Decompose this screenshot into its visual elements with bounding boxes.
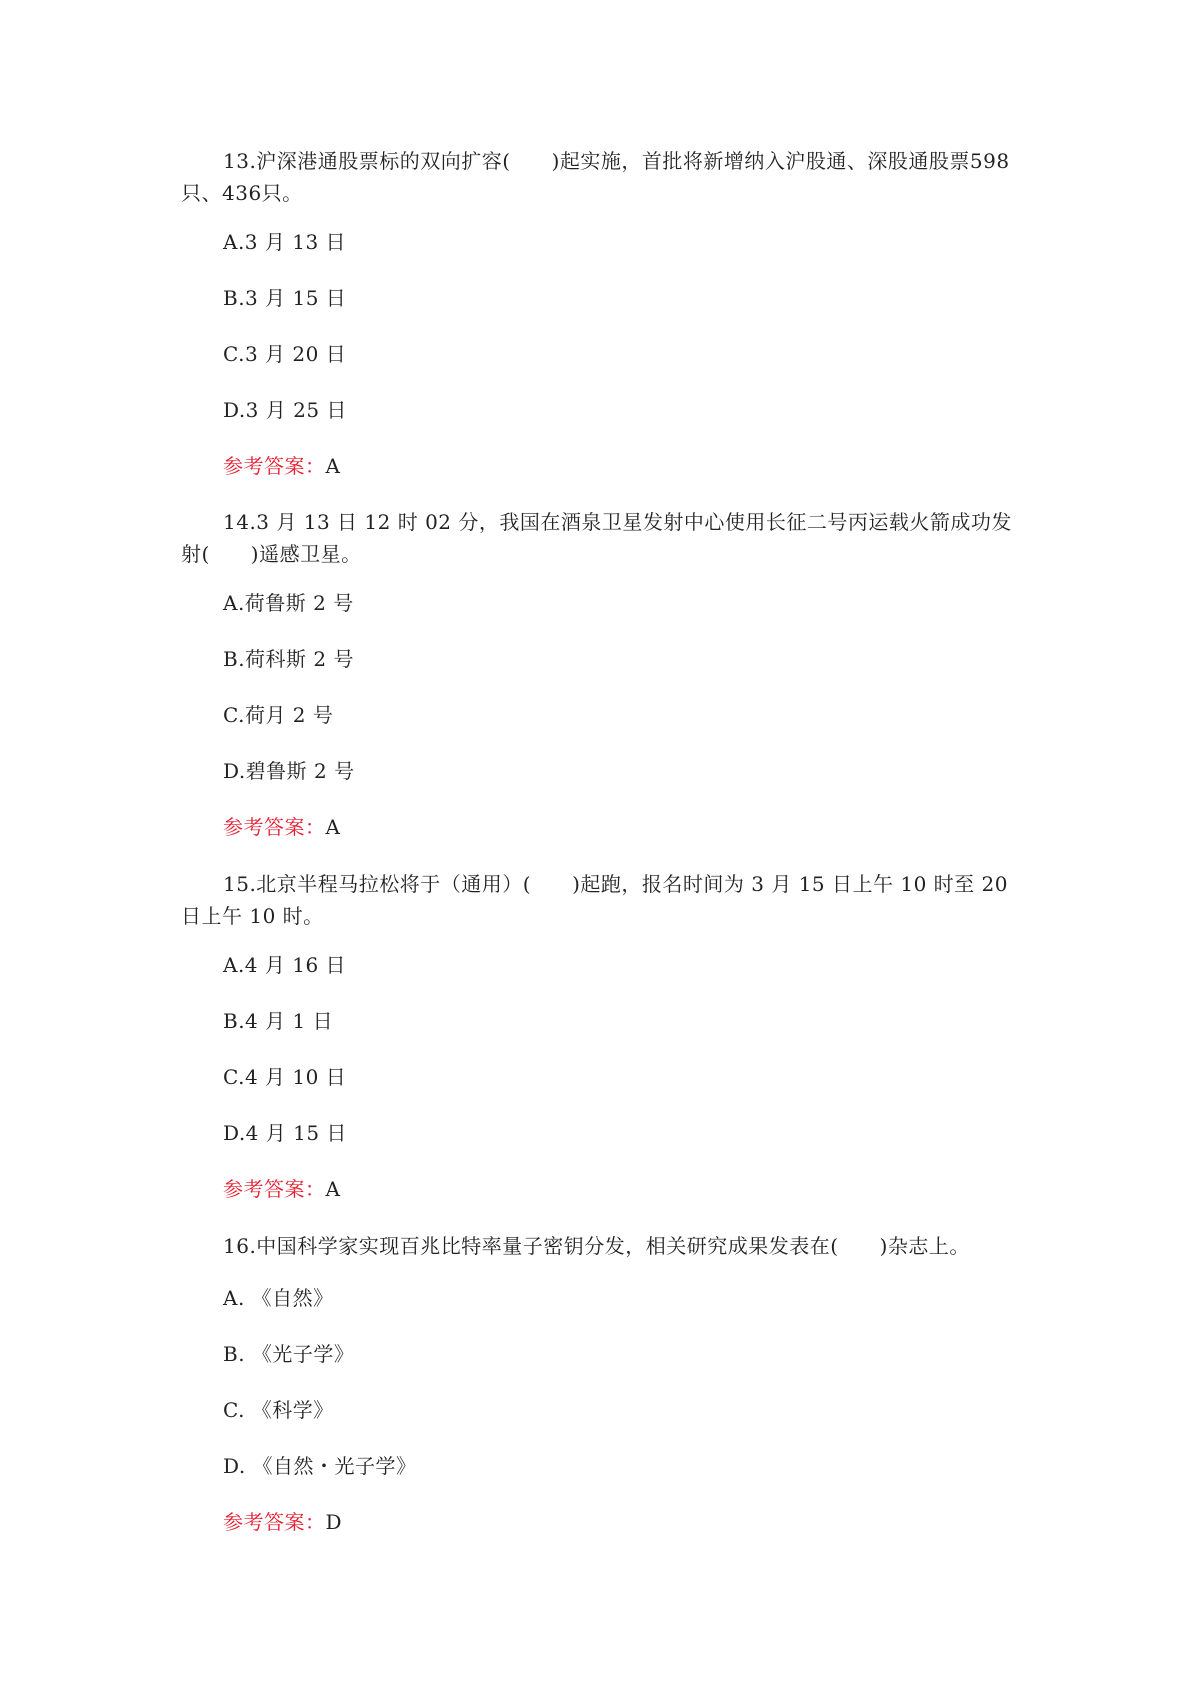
option-c: C.4 月 10 日 — [223, 1065, 347, 1089]
option-a: A.4 月 16 日 — [223, 953, 347, 977]
reference-answer — [223, 452, 340, 480]
answer-label: 参考答案： — [223, 815, 326, 839]
answer-value: A — [325, 815, 341, 839]
option-c: C. 《科学》 — [223, 1398, 334, 1422]
answer-label: 参考答案： — [223, 1510, 326, 1534]
option-a: A.3 月 13 日 — [223, 230, 347, 254]
reference-answer — [223, 813, 340, 841]
option-b: B. 《光子学》 — [223, 1342, 355, 1366]
question-stem: 14.3 月 13 日 12 时 02 分，我国在酒泉卫星发射中心使用长征二号丙运载火箭成功发射( )遥感卫星。 — [181, 510, 1012, 566]
answer-label: 参考答案： — [223, 1177, 326, 1201]
question-stem: 16.中国科学家实现百兆比特率量子密钥分发，相关研究成果发表在( )杂志上。 — [223, 1234, 970, 1258]
option-c: C.荷月 2 号 — [223, 703, 334, 727]
answer-value: D — [325, 1510, 343, 1534]
question-stem: 15.北京半程马拉松将于（通用）( )起跑，报名时间为 3 月 15 日上午 10 时至 20 日上午 10 时。 — [181, 872, 1008, 928]
answer-label: 参考答案： — [223, 454, 326, 478]
option-b: B.荷科斯 2 号 — [223, 647, 354, 671]
option-d: D. 《自然・光子学》 — [223, 1454, 417, 1478]
option-a: A.荷鲁斯 2 号 — [223, 591, 354, 615]
option-a: A. 《自然》 — [223, 1286, 334, 1310]
option-d: D.4 月 15 日 — [223, 1121, 347, 1145]
answer-value: A — [325, 1177, 341, 1201]
option-b: B.4 月 1 日 — [223, 1009, 334, 1033]
option-d: D.碧鲁斯 2 号 — [223, 759, 355, 783]
option-b: B.3 月 15 日 — [223, 286, 347, 310]
reference-answer — [223, 1175, 340, 1203]
question-stem: 13.沪深港通股票标的双向扩容( )起实施，首批将新增纳入沪股通、深股通股票598只、436只。 — [181, 149, 1010, 205]
option-d: D.3 月 25 日 — [223, 398, 347, 422]
option-c: C.3 月 20 日 — [223, 342, 347, 366]
answer-value: A — [325, 454, 341, 478]
reference-answer — [223, 1508, 342, 1536]
